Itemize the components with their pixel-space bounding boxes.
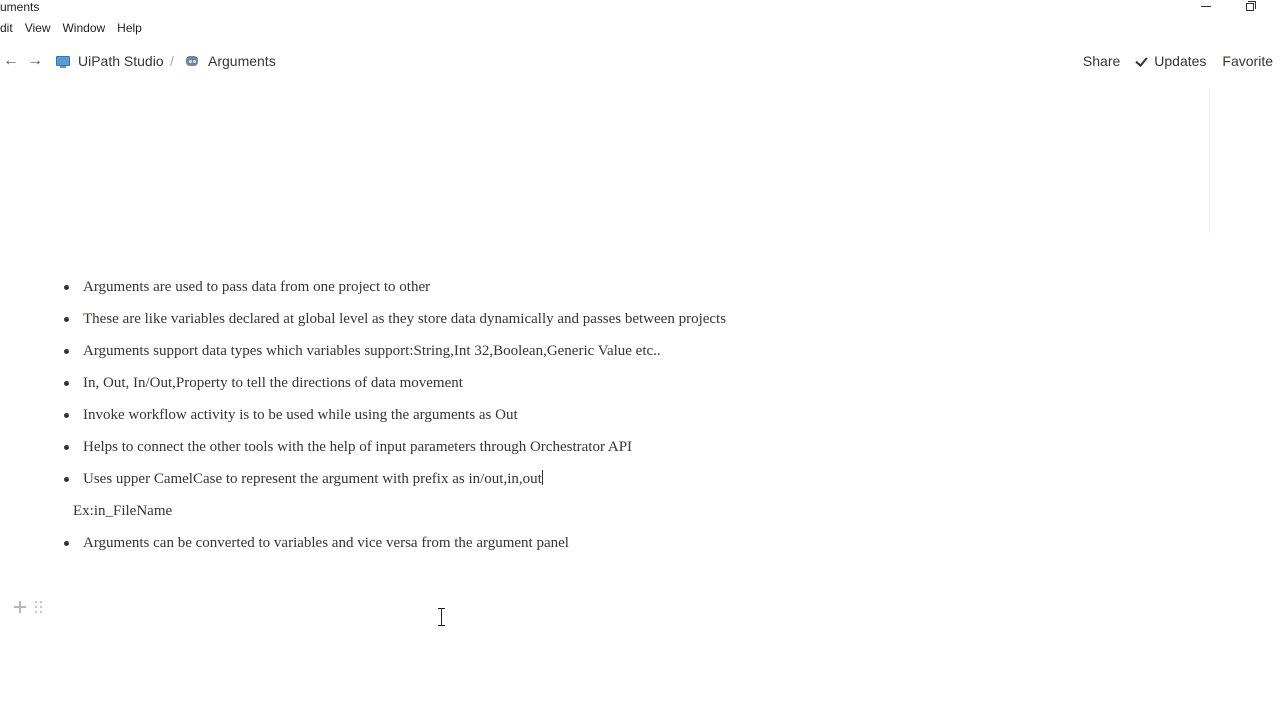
top-actions xyxy=(1067,52,1273,70)
list-item-text[interactable]: Invoke workflow activity is to be used while using the arguments as Out xyxy=(83,407,518,423)
list-item[interactable] xyxy=(0,304,1200,336)
block-handles xyxy=(12,598,44,616)
list-item[interactable] xyxy=(0,368,1200,400)
text-caret xyxy=(542,470,543,485)
text-cursor-icon xyxy=(436,607,448,627)
bullet-dot xyxy=(64,413,69,418)
arrow-right-icon[interactable]: → xyxy=(27,52,43,69)
bullet-dot xyxy=(64,285,69,290)
minimize-icon[interactable] xyxy=(1194,0,1218,14)
list-item-text[interactable]: Arguments can be converted to variables and vice versa from the argument panel xyxy=(83,535,569,551)
menu-bar xyxy=(0,20,154,36)
bullet-dot xyxy=(64,381,69,386)
list-item-text[interactable]: Helps to connect the other tools with the help of input parameters through Orchestrator API xyxy=(83,439,633,455)
plus-icon[interactable] xyxy=(12,599,28,615)
page-content[interactable] xyxy=(0,272,1200,560)
list-item-text[interactable]: Arguments are used to pass data from one project to other xyxy=(83,279,431,295)
list-item[interactable] xyxy=(0,400,1200,432)
restore-icon[interactable] xyxy=(1239,0,1263,14)
top-bar xyxy=(0,48,1280,74)
monitor-icon xyxy=(56,56,70,66)
window-title: uments xyxy=(0,0,40,14)
list-item[interactable] xyxy=(0,336,1200,368)
breadcrumb-separator: / xyxy=(170,53,174,69)
breadcrumb-item-arguments[interactable] xyxy=(186,52,276,70)
robot-icon xyxy=(186,55,200,67)
list-item-text[interactable]: Arguments support data types which variables support:String,Int 32,Boolean,Generic Value etc.. xyxy=(83,343,661,359)
text-block[interactable] xyxy=(0,496,1200,528)
list-item-text[interactable]: In, Out, In/Out,Property to tell the directions of data movement xyxy=(83,375,463,391)
share-button[interactable]: Share xyxy=(1082,53,1121,69)
bullet-dot xyxy=(64,349,69,354)
scrollbar-track[interactable] xyxy=(1209,88,1210,233)
drag-handle-icon[interactable] xyxy=(34,600,44,614)
updates-button[interactable] xyxy=(1136,53,1206,69)
list-item[interactable] xyxy=(0,464,1200,496)
menu-edit[interactable]: dit xyxy=(0,21,13,35)
bullet-dot xyxy=(64,445,69,450)
breadcrumb-item-uipath-studio[interactable] xyxy=(56,52,164,70)
menu-window[interactable]: Window xyxy=(62,21,106,35)
list-item[interactable] xyxy=(0,528,1200,560)
bullet-dot xyxy=(64,541,69,546)
menu-help[interactable]: Help xyxy=(117,21,142,35)
favorite-button[interactable]: Favorite xyxy=(1222,53,1273,69)
menu-view[interactable]: View xyxy=(24,21,51,35)
arrow-left-icon[interactable]: ← xyxy=(3,52,19,69)
list-item-text[interactable]: These are like variables declared at global level as they store data dynamically and passes between projects xyxy=(83,311,727,327)
updates-label: Updates xyxy=(1154,53,1207,69)
list-item[interactable] xyxy=(0,272,1200,304)
breadcrumb-label: UiPath Studio xyxy=(78,53,164,69)
breadcrumb-label: Arguments xyxy=(208,53,276,69)
list-item-text-active[interactable] xyxy=(83,464,543,494)
list-item-text[interactable]: Uses upper CamelCase to represent the argument with prefix as in/out,in,out xyxy=(83,471,542,487)
check-icon xyxy=(1136,54,1148,68)
example-text[interactable]: Ex:in_FileName xyxy=(73,503,173,519)
list-item[interactable] xyxy=(0,432,1200,464)
bullet-dot xyxy=(64,477,69,482)
bullet-dot xyxy=(64,317,69,322)
